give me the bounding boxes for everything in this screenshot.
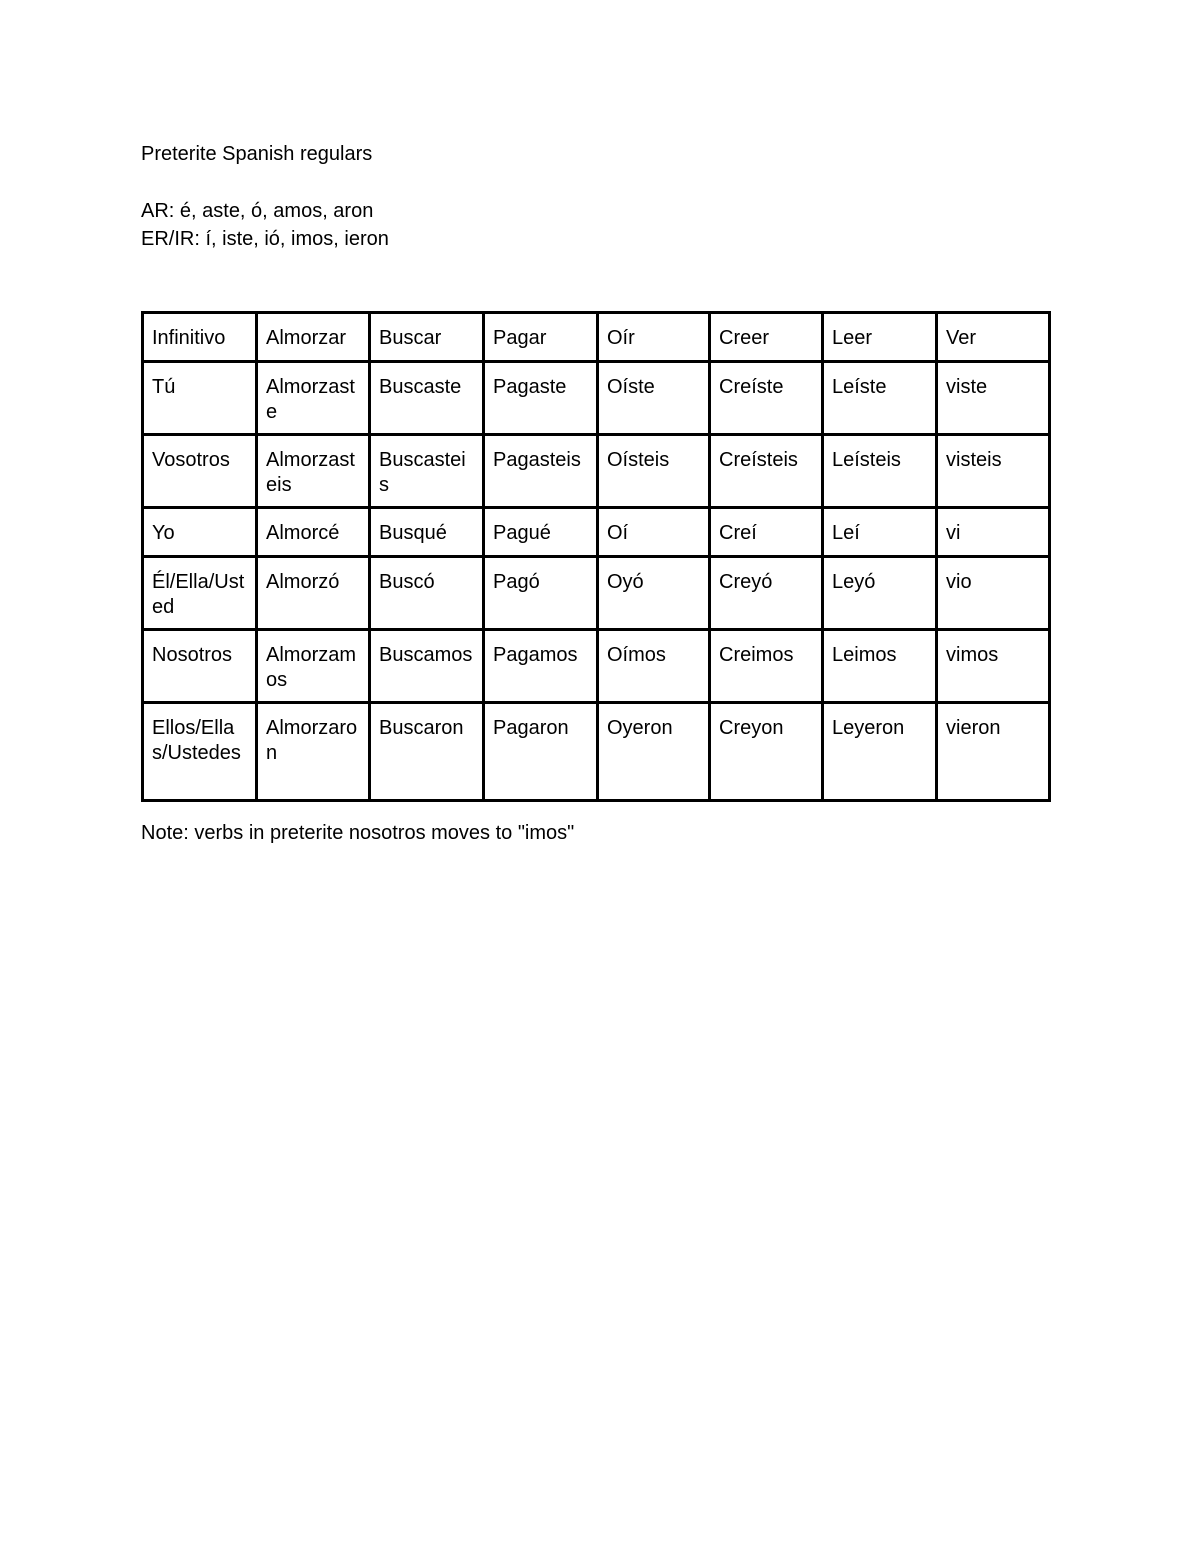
table-header-cell: Pagar: [484, 313, 598, 362]
table-cell: Oísteis: [598, 435, 710, 508]
table-header-cell: Buscar: [370, 313, 484, 362]
ar-endings-line: AR: é, aste, ó, amos, aron: [141, 200, 374, 222]
pronoun-cell: Yo: [143, 508, 257, 557]
pronoun-cell: Ellos/Ellas/Ustedes: [143, 703, 257, 801]
table-cell: Oí: [598, 508, 710, 557]
table-cell: viste: [937, 362, 1050, 435]
table-cell: vimos: [937, 630, 1050, 703]
er-ir-endings-line: ER/IR: í, iste, ió, imos, ieron: [141, 228, 389, 250]
table-cell: Buscaron: [370, 703, 484, 801]
table-cell: Leyeron: [823, 703, 937, 801]
table-cell: Leí: [823, 508, 937, 557]
table-cell: Pagasteis: [484, 435, 598, 508]
table-header-cell: Creer: [710, 313, 823, 362]
table-cell: vieron: [937, 703, 1050, 801]
table-cell: Buscó: [370, 557, 484, 630]
table-cell: visteis: [937, 435, 1050, 508]
pronoun-cell: Nosotros: [143, 630, 257, 703]
pronoun-cell: Vosotros: [143, 435, 257, 508]
table-cell: Leísteis: [823, 435, 937, 508]
table-cell: Almorzasteis: [257, 435, 370, 508]
table-cell: vi: [937, 508, 1050, 557]
table-cell: Buscamos: [370, 630, 484, 703]
table-header-cell: Leer: [823, 313, 937, 362]
table-cell: Busqué: [370, 508, 484, 557]
table-cell: Almorzaste: [257, 362, 370, 435]
table-cell: Pagaste: [484, 362, 598, 435]
conjugation-table: [141, 311, 1051, 802]
table-row: [143, 703, 1050, 801]
table-cell: Pagó: [484, 557, 598, 630]
table-cell: Oyeron: [598, 703, 710, 801]
table-header-cell: Ver: [937, 313, 1050, 362]
table-cell: Creimos: [710, 630, 823, 703]
table-row: [143, 630, 1050, 703]
table-cell: Oímos: [598, 630, 710, 703]
table-cell: Leíste: [823, 362, 937, 435]
table-cell: Almorzamos: [257, 630, 370, 703]
table-cell: Oyó: [598, 557, 710, 630]
pronoun-cell: Él/Ella/Usted: [143, 557, 257, 630]
table-cell: Pagamos: [484, 630, 598, 703]
table-cell: Creyó: [710, 557, 823, 630]
table-cell: Creí: [710, 508, 823, 557]
note-text: Note: verbs in preterite nosotros moves to "imos": [141, 822, 575, 844]
table-row: [143, 508, 1050, 557]
table-cell: Pagué: [484, 508, 598, 557]
table-row: [143, 362, 1050, 435]
table-cell: Buscaste: [370, 362, 484, 435]
table-cell: vio: [937, 557, 1050, 630]
table-cell: Creíste: [710, 362, 823, 435]
table-header-cell: Oír: [598, 313, 710, 362]
table-cell: Almorzó: [257, 557, 370, 630]
table-cell: Leimos: [823, 630, 937, 703]
table-cell: Buscasteis: [370, 435, 484, 508]
table-cell: Almorzaron: [257, 703, 370, 801]
table-cell: Oíste: [598, 362, 710, 435]
table-header-cell: Almorzar: [257, 313, 370, 362]
table-cell: Pagaron: [484, 703, 598, 801]
table-cell: Creyon: [710, 703, 823, 801]
table-row: [143, 435, 1050, 508]
table-cell: Almorcé: [257, 508, 370, 557]
table-cell: Creísteis: [710, 435, 823, 508]
page-title: Preterite Spanish regulars: [141, 143, 373, 165]
pronoun-cell: Tú: [143, 362, 257, 435]
table-header-cell: Infinitivo: [143, 313, 257, 362]
table-header-row: [143, 313, 1050, 362]
table-row: [143, 557, 1050, 630]
table-cell: Leyó: [823, 557, 937, 630]
